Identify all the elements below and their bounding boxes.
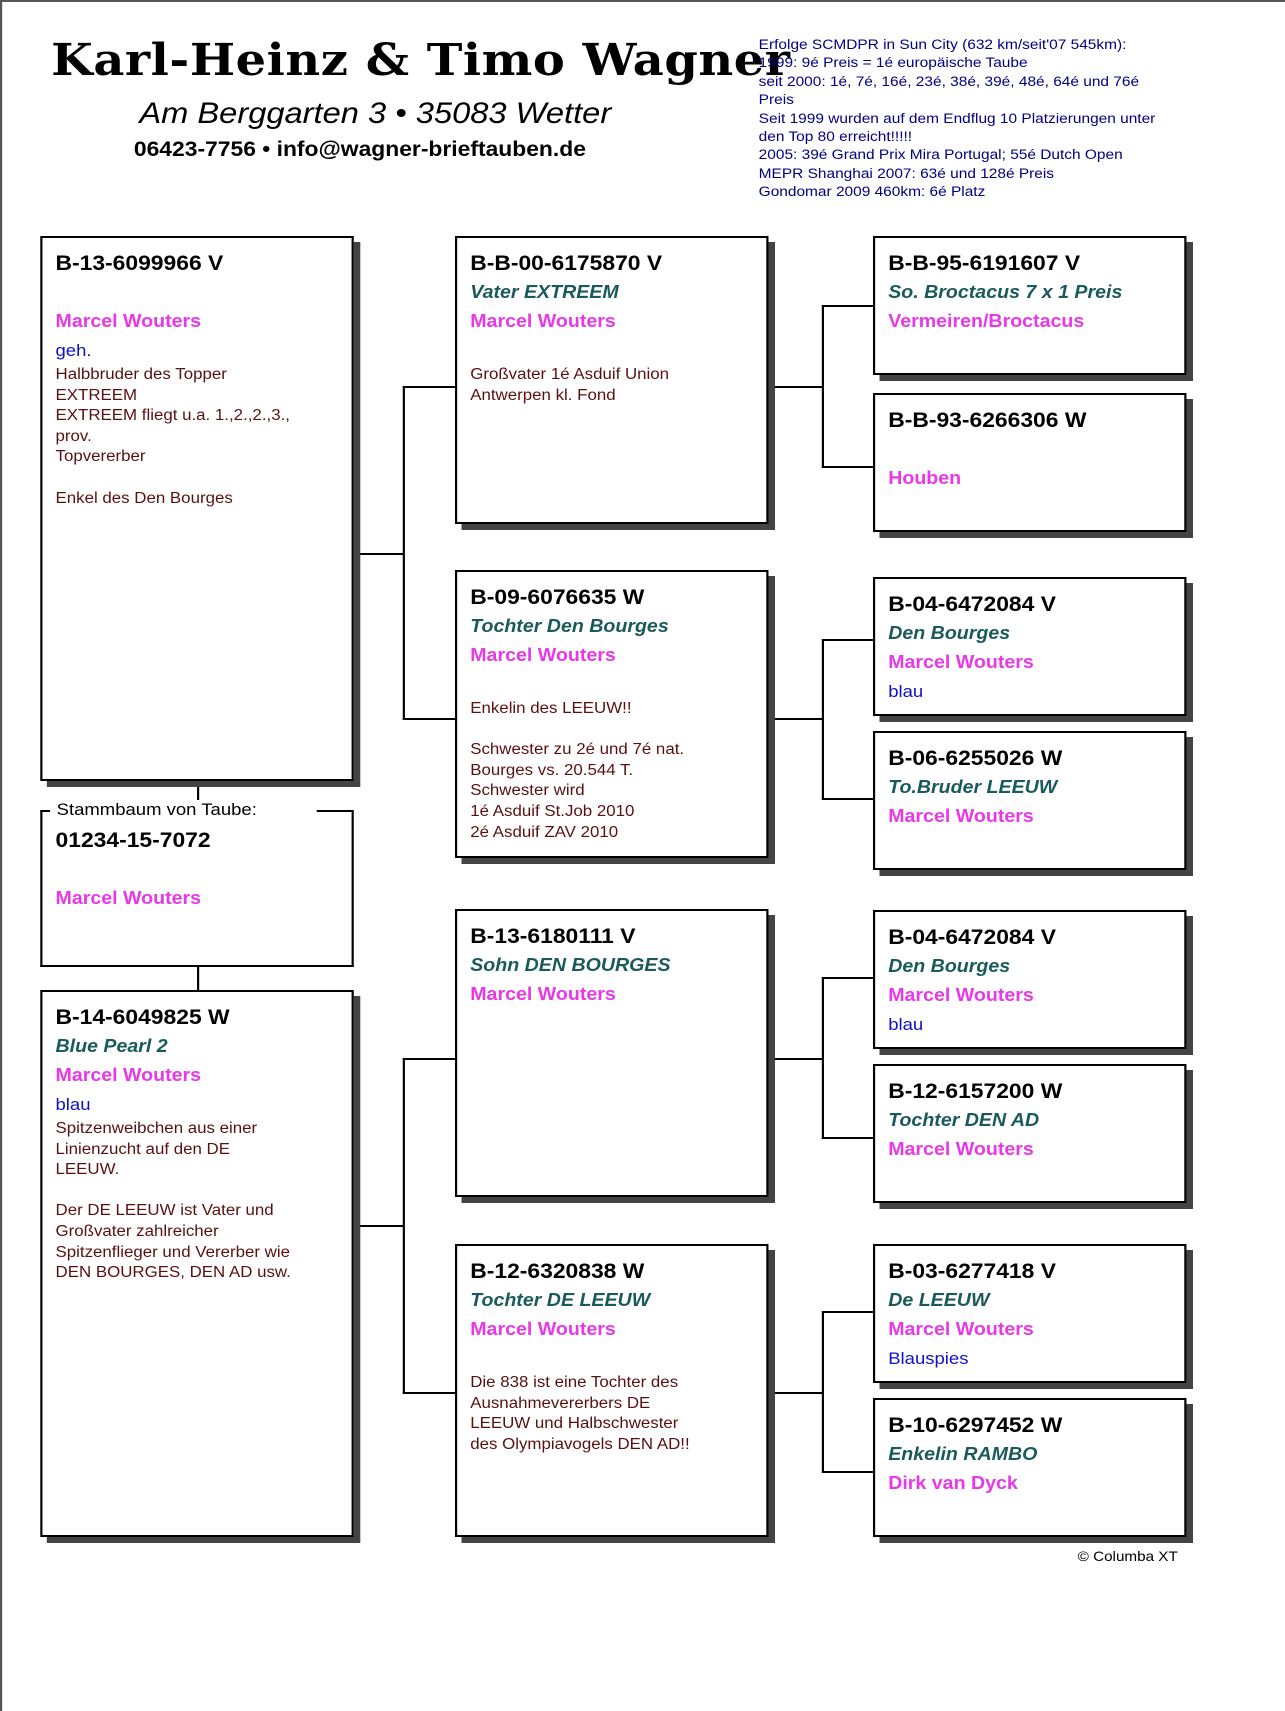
pigeon-alias: Blue Pearl 2 [55, 1036, 168, 1056]
breeder-name: Marcel Wouters [888, 1319, 1034, 1339]
connector [197, 967, 199, 990]
ring-number: B-13-6099966 V [55, 252, 224, 275]
connector [822, 1471, 873, 1473]
great-grandparent-card[interactable] [873, 393, 1186, 532]
success-line: 2005: 39é Grand Prix Mira Portugal; 55é Dutch Open [758, 147, 1123, 164]
pigeon-alias: Tochter DE LEEUW [470, 1290, 651, 1310]
success-line: 1999: 9é Preis = 1é europäische Taube [758, 55, 1028, 72]
ring-number: B-B-00-6175870 V [470, 252, 663, 275]
success-line: Gondomar 2009 460km: 6é Platz [758, 184, 986, 201]
grandmother-paternal-card[interactable] [455, 570, 768, 858]
page-border-left [0, 0, 2, 1711]
great-grandparent-card[interactable] [873, 731, 1186, 870]
mother-card[interactable] [40, 990, 353, 1537]
subject-card[interactable] [40, 811, 353, 967]
ring-number: B-12-6157200 W [888, 1080, 1063, 1103]
breeder-name: Marcel Wouters [888, 652, 1034, 672]
connector [822, 1137, 873, 1139]
ring-number: B-10-6297452 W [888, 1414, 1063, 1437]
pigeon-alias: Den Bourges [888, 956, 1011, 976]
subject-label: Stammbaum von Taube: [50, 800, 263, 820]
breeder-name: Marcel Wouters [55, 311, 202, 331]
page-border-top [0, 0, 1285, 2]
breeder-name: Marcel Wouters [55, 888, 202, 908]
connector [822, 1311, 873, 1313]
connector [403, 718, 455, 720]
connector [768, 1058, 822, 1060]
copyright-text: © Columba XT [1077, 1548, 1178, 1564]
connector [822, 305, 873, 307]
connector [768, 718, 822, 720]
pigeon-alias: De LEEUW [888, 1290, 990, 1310]
breeder-name: Vermeiren/Broctacus [888, 311, 1085, 331]
father-card[interactable] [40, 236, 353, 781]
pigeon-alias: To.Bruder LEEUW [888, 777, 1058, 797]
connector [822, 466, 873, 468]
ring-number: B-13-6180111 V [470, 925, 636, 948]
breeder-name: Marcel Wouters [888, 1139, 1034, 1159]
pigeon-alias: Tochter Den Bourges [470, 616, 669, 636]
connector [768, 1392, 822, 1394]
pigeon-alias: So. Broctacus 7 x 1 Preis [888, 282, 1123, 302]
success-line: Seit 1999 wurden auf dem Endflug 10 Platzierungen unter [758, 110, 1156, 127]
great-grandparent-card[interactable] [873, 1398, 1186, 1537]
connector [403, 1058, 405, 1394]
ring-number: B-06-6255026 W [888, 747, 1063, 770]
ring-number: B-04-6472084 V [888, 593, 1056, 616]
ring-number: B-12-6320838 W [470, 1260, 645, 1283]
connector [403, 1392, 455, 1394]
connector [354, 553, 404, 555]
breeder-name: Marcel Wouters [470, 645, 616, 665]
ring-number: B-14-6049825 W [55, 1006, 230, 1029]
connector [822, 305, 824, 468]
pigeon-notes: Die 838 ist eine Tochter des Ausnahmevererbers DE LEEUW und Halbschwester des Olympiavogels DEN AD!! [470, 1374, 690, 1453]
connector [403, 386, 455, 388]
breeder-name: Marcel Wouters [470, 311, 616, 331]
connector [822, 798, 873, 800]
subject-ring-number: 01234-15-7072 [55, 829, 211, 852]
feather-color: blau [888, 1015, 924, 1034]
ring-number: B-09-6076635 W [470, 586, 645, 609]
connector [354, 1225, 404, 1227]
success-line: den Top 80 erreicht!!!!! [758, 129, 913, 146]
connector [822, 639, 824, 800]
breeder-contact: 06423-7756 • info@wagner-brieftauben.de [133, 138, 586, 161]
breeder-title: Karl-Heinz & Timo Wagner [51, 35, 791, 86]
connector [403, 1058, 455, 1060]
pigeon-alias: Vater EXTREEM [470, 282, 619, 302]
ring-number: B-03-6277418 V [888, 1260, 1056, 1283]
success-line: seit 2000: 1é, 7é, 16é, 23é, 38é, 39é, 48é, 64é und 76é [758, 73, 1140, 90]
connector [768, 386, 822, 388]
success-line: Erfolge SCMDPR in Sun City (632 km/seit'07 545km): [758, 37, 1127, 53]
connector [822, 977, 824, 1139]
great-grandparent-card[interactable] [873, 1064, 1186, 1203]
great-grandparent-card[interactable] [873, 910, 1186, 1049]
pigeon-notes: Halbbruder des Topper EXTREEM EXTREEM fliegt u.a. 1.,2.,2.,3., prov. Topvererber Enkel des Den Bourges [55, 366, 290, 507]
feather-color: blau [888, 682, 924, 701]
breeder-name: Marcel Wouters [55, 1065, 202, 1085]
feather-color: geh. [55, 341, 92, 360]
subject-border [317, 810, 354, 812]
connector [822, 639, 873, 641]
breeder-name: Marcel Wouters [470, 1319, 616, 1339]
great-grandparent-card[interactable] [873, 577, 1186, 716]
ring-number: B-B-93-6266306 W [888, 409, 1087, 432]
grandfather-paternal-card[interactable] [455, 236, 768, 524]
pigeon-notes: Großvater 1é Asduif Union Antwerpen kl. Fond [470, 366, 670, 404]
pigeon-alias: Enkelin RAMBO [888, 1444, 1038, 1464]
breeder-name: Marcel Wouters [470, 984, 616, 1004]
pigeon-alias: Sohn DEN BOURGES [470, 955, 671, 975]
success-line: MEPR Shanghai 2007: 63é und 128é Preis [758, 165, 1055, 182]
grandmother-maternal-card[interactable] [455, 1244, 768, 1537]
connector [403, 386, 405, 720]
pigeon-notes: Enkelin des LEEUW!! Schwester zu 2é und 7é nat. Bourges vs. 20.544 T. Schwester wird 1é Asduif St.Job 2010 2é Asduif ZAV 2010 [470, 700, 685, 841]
breeder-name: Houben [888, 468, 962, 488]
connector [822, 1311, 824, 1473]
success-list [759, 36, 1216, 202]
grandfather-maternal-card[interactable] [455, 909, 768, 1197]
pigeon-notes: Spitzenweibchen aus einer Linienzucht auf den DE LEEUW. Der DE LEEUW ist Vater und Großvater zahlreicher Spitzenflieger und Vererber wie DEN BOURGES, DEN AD usw. [55, 1120, 291, 1282]
pigeon-alias: Den Bourges [888, 623, 1011, 643]
pigeon-alias: Tochter DEN AD [888, 1110, 1040, 1130]
great-grandparent-card[interactable] [873, 236, 1186, 375]
breeder-name: Marcel Wouters [888, 806, 1034, 826]
great-grandparent-card[interactable] [873, 1244, 1186, 1383]
breeder-name: Dirk van Dyck [888, 1473, 1018, 1493]
ring-number: B-B-95-6191607 V [888, 252, 1081, 275]
feather-color: blau [55, 1095, 91, 1114]
feather-color: Blauspies [888, 1349, 969, 1368]
breeder-address: Am Berggarten 3 • 35083 Wetter [139, 97, 612, 130]
connector [822, 977, 873, 979]
success-line: Preis [758, 92, 794, 109]
ring-number: B-04-6472084 V [888, 926, 1056, 949]
breeder-name: Marcel Wouters [888, 985, 1034, 1005]
